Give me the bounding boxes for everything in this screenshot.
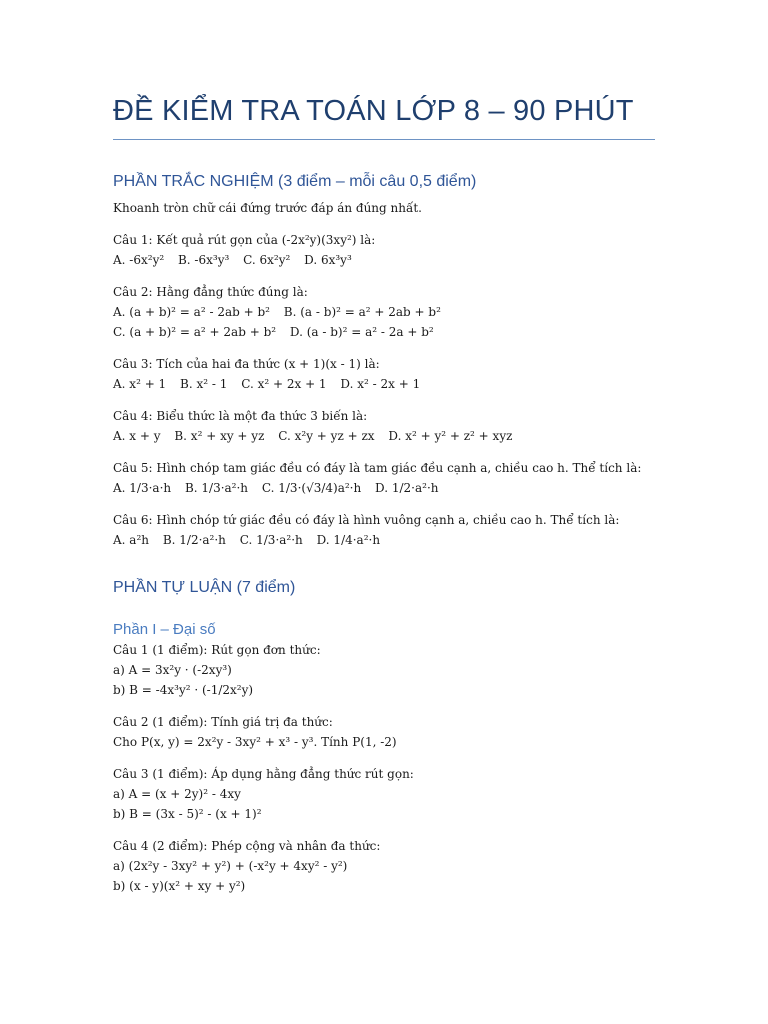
option: D. 6x³y³ (304, 253, 352, 267)
option: B. x² - 1 (180, 377, 228, 391)
question-line: a) A = (x + 2y)² - 4xy (113, 787, 241, 801)
option: B. (a - b)² = a² + 2ab + b² (283, 305, 441, 319)
mc-question (113, 230, 658, 270)
question-text: Câu 1: Kết quả rút gọn của (-2x²y)(3xy²) là: (113, 233, 376, 247)
option: C. 1/3·a²·h (239, 533, 303, 547)
option: B. 1/3·a²·h (184, 481, 249, 495)
multiple-choice-heading: PHẦN TRẮC NGHIỆM (3 điểm – mỗi câu 0,5 điểm) (113, 173, 477, 190)
essay-question (113, 764, 658, 824)
question-text: Câu 1 (1 điểm): Rút gọn đơn thức: (113, 643, 321, 657)
algebra-subheading: Phần I – Đại số (113, 621, 216, 638)
essay-question (113, 712, 658, 752)
options-row (113, 302, 658, 322)
options-row (113, 426, 658, 446)
option: A. a²h (113, 533, 149, 547)
option: B. 1/2·a²·h (162, 533, 226, 547)
option: C. 1/3·(√3/4)a²·h (261, 481, 362, 495)
option: C. x²y + yz + zx (278, 429, 375, 443)
question-line: a) A = 3x²y · (-2xy³) (113, 663, 232, 677)
question-text: Câu 6: Hình chóp tứ giác đều có đáy là hình vuông cạnh a, chiều cao h. Thể tích là: (113, 513, 620, 527)
option: C. (a + b)² = a² + 2ab + b² (113, 325, 277, 339)
option: D. x² + y² + z² + xyz (388, 429, 513, 443)
option: C. x² + 2x + 1 (241, 377, 327, 391)
question-text: Câu 5: Hình chóp tam giác đều có đáy là tam giác đều cạnh a, chiều cao h. Thể tích là: (113, 461, 642, 475)
question-text: Câu 4: Biểu thức là một đa thức 3 biến là: (113, 409, 368, 423)
question-line: a) (2x²y - 3xy² + y²) + (-x²y + 4xy² - y²) (113, 859, 348, 873)
question-line: b) B = (3x - 5)² - (x + 1)² (113, 807, 262, 821)
mc-question (113, 458, 658, 498)
question-text: Câu 2 (1 điểm): Tính giá trị đa thức: (113, 715, 333, 729)
question-line: b) B = -4x³y² · (-1/2x²y) (113, 683, 254, 697)
options-row (113, 322, 658, 342)
option: B. -6x³y³ (177, 253, 230, 267)
essay-question (113, 640, 658, 700)
question-line: b) (x - y)(x² + xy + y²) (113, 879, 246, 893)
question-text: Câu 3: Tích của hai đa thức (x + 1)(x - 1) là: (113, 357, 380, 371)
mc-question (113, 354, 658, 394)
question-line: Cho P(x, y) = 2x²y - 3xy² + x³ - y³. Tính P(1, -2) (113, 735, 397, 749)
mc-question (113, 510, 658, 550)
option: D. 1/2·a²·h (375, 481, 439, 495)
essay-heading: PHẦN TỰ LUẬN (7 điểm) (113, 579, 296, 596)
options-row (113, 530, 658, 550)
option: B. x² + xy + yz (174, 429, 265, 443)
options-row (113, 374, 658, 394)
mc-question (113, 282, 658, 342)
mc-question (113, 406, 658, 446)
option: A. 1/3·a·h (113, 481, 172, 495)
options-row (113, 250, 658, 270)
option: C. 6x²y² (243, 253, 291, 267)
question-text: Câu 2: Hằng đẳng thức đúng là: (113, 285, 308, 299)
option: D. (a - b)² = a² - 2a + b² (289, 325, 434, 339)
option: A. x² + 1 (113, 377, 167, 391)
exam-content (113, 172, 658, 896)
page-title: ĐỀ KIỂM TRA TOÁN LỚP 8 – 90 PHÚT (113, 95, 634, 127)
mc-instruction: Khoanh tròn chữ cái đứng trước đáp án đúng nhất. (113, 201, 422, 215)
option: A. (a + b)² = a² - 2ab + b² (113, 305, 270, 319)
essay-question (113, 836, 658, 896)
question-text: Câu 3 (1 điểm): Áp dụng hằng đẳng thức rút gọn: (113, 767, 414, 781)
option: A. -6x²y² (113, 253, 165, 267)
options-row (113, 478, 658, 498)
option: A. x + y (113, 429, 161, 443)
title-divider (113, 139, 655, 140)
option: D. x² - 2x + 1 (340, 377, 421, 391)
option: D. 1/4·a²·h (316, 533, 381, 547)
question-text: Câu 4 (2 điểm): Phép cộng và nhân đa thức: (113, 839, 381, 853)
